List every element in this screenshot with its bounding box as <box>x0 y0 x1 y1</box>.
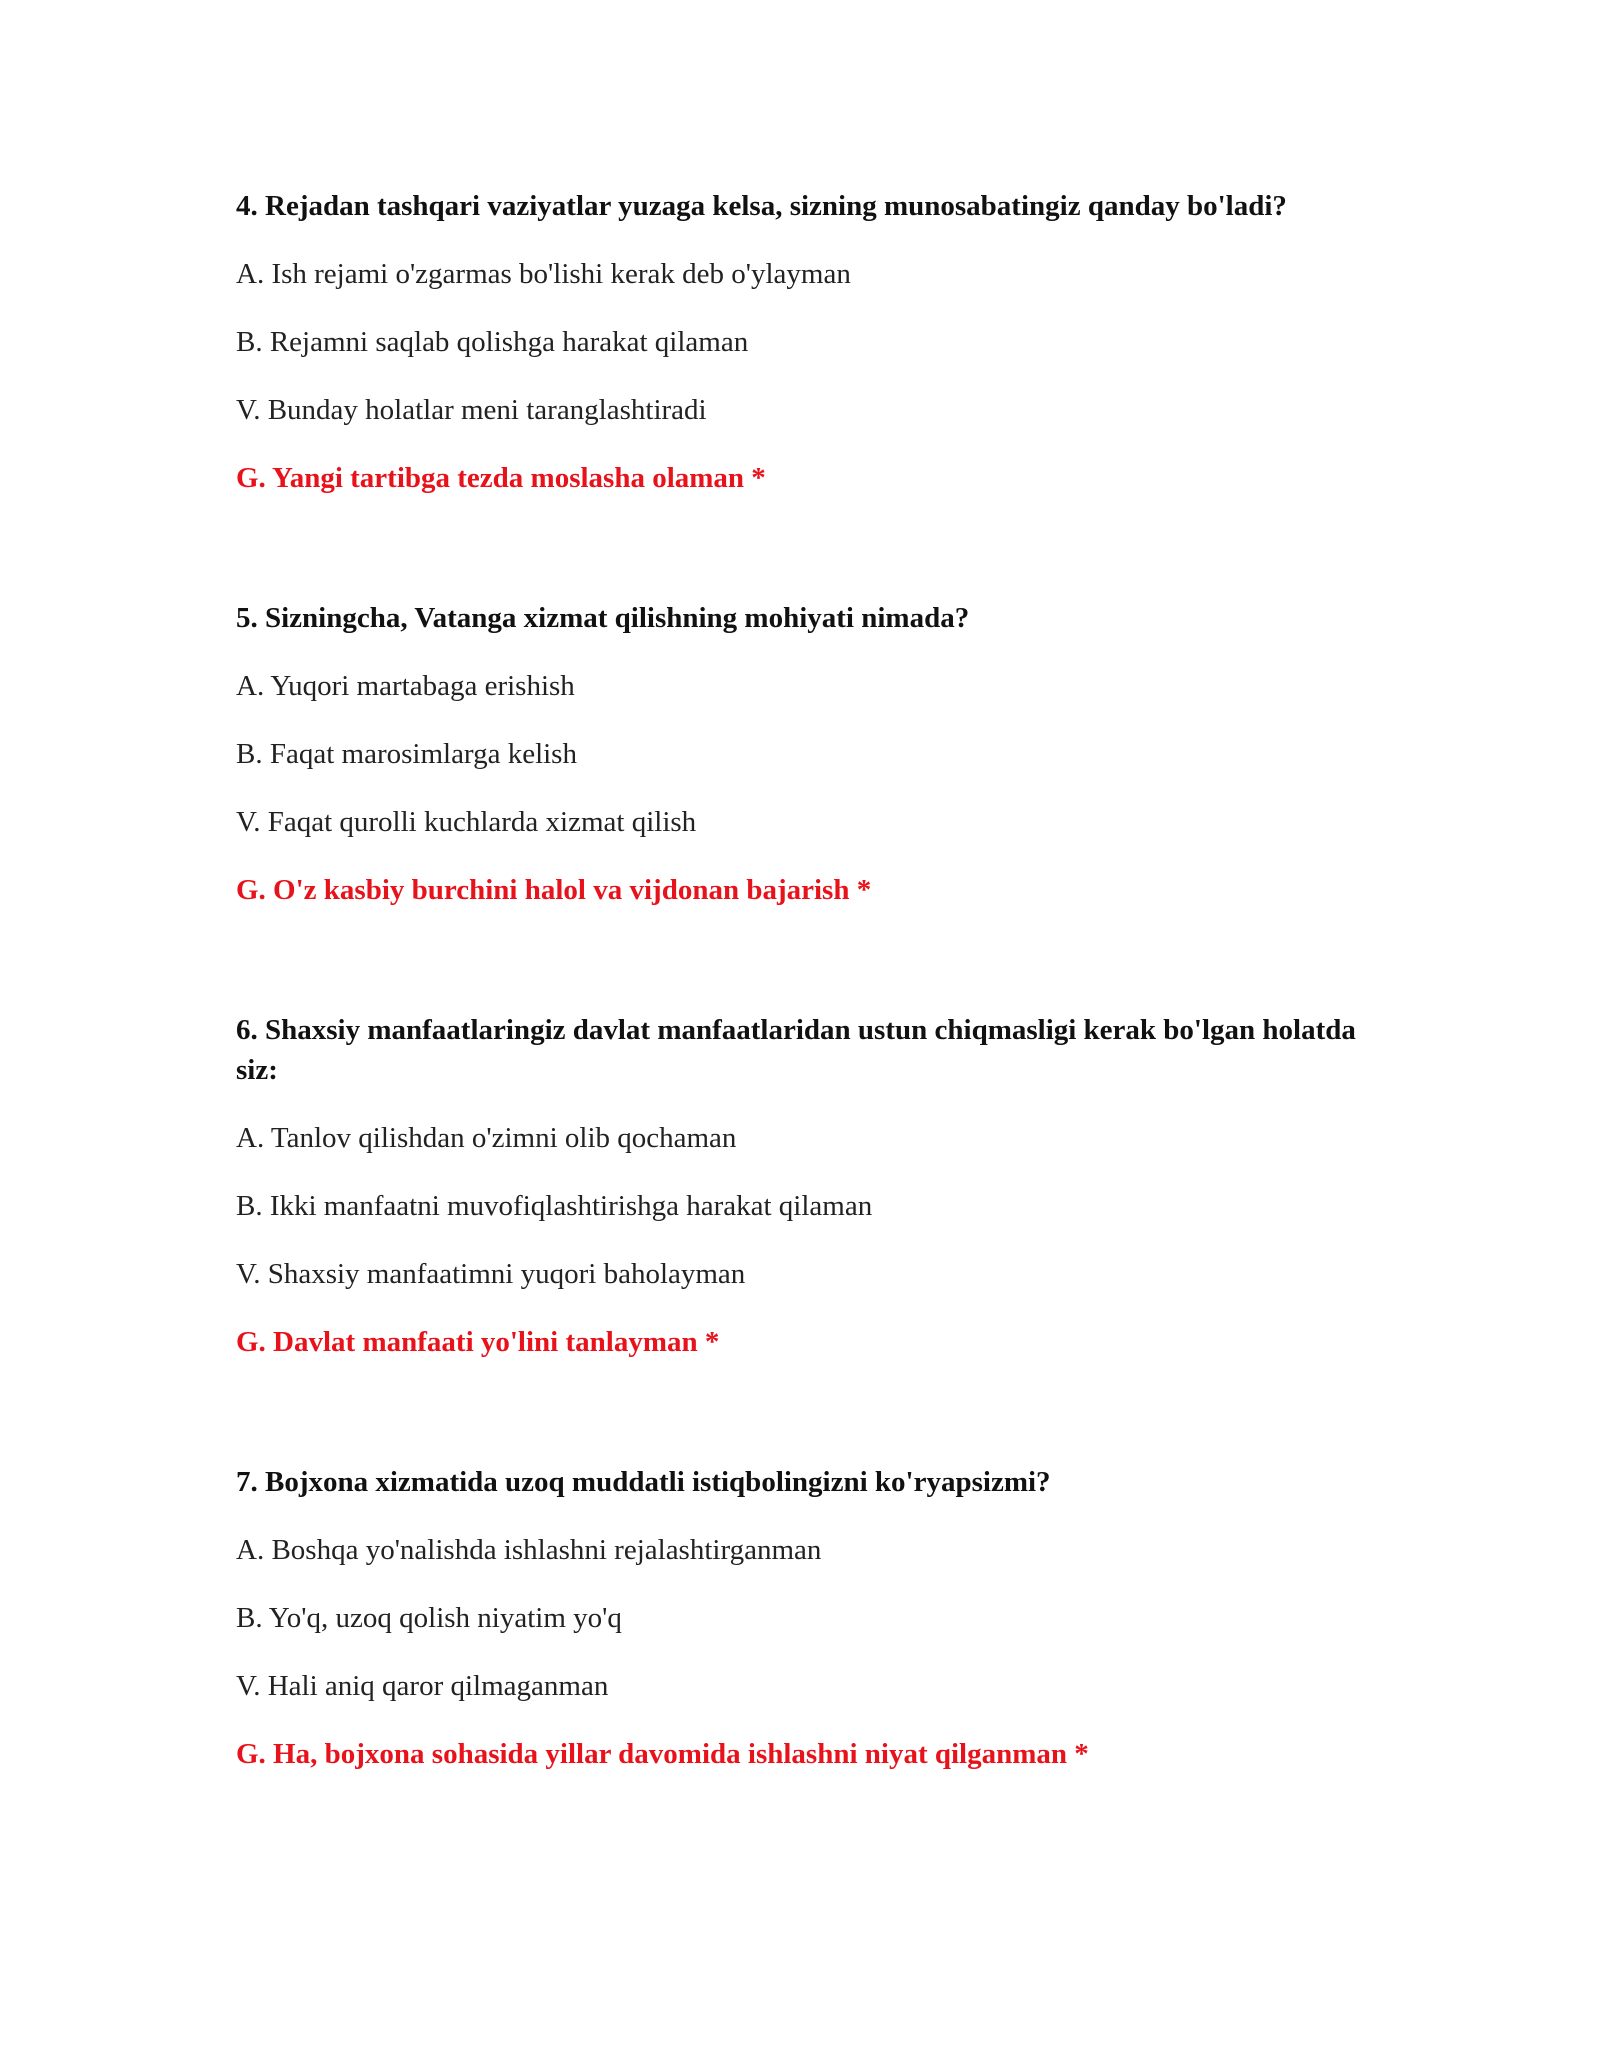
question-text: 5. Sizningcha, Vatanga xizmat qilishning mohiyati nimada? <box>236 602 970 634</box>
option-v: V. Shaxsiy manfaatimni yuqori baholayman <box>236 1258 746 1290</box>
option-a: A. Yuqori martabaga erishish <box>236 670 575 702</box>
option-a: A. Tanlov qilishdan o'zimni olib qochaman <box>236 1122 737 1154</box>
option-g-correct: G. O'z kasbiy burchini halol va vijdonan bajarish * <box>236 874 872 906</box>
option-b: B. Rejamni saqlab qolishga harakat qilaman <box>236 326 749 358</box>
option-b: B. Faqat marosimlarga kelish <box>236 738 577 770</box>
question-text: 7. Bojxona xizmatida uzoq muddatli istiqbolingizni ko'ryapsizmi? <box>236 1466 1051 1498</box>
question-block-5 <box>236 598 1366 910</box>
document-page <box>236 186 1366 1874</box>
question-block-6 <box>236 1010 1366 1362</box>
option-b: B. Ikki manfaatni muvofiqlashtirishga harakat qilaman <box>236 1190 873 1222</box>
option-v: V. Faqat qurolli kuchlarda xizmat qilish <box>236 806 697 838</box>
option-g-correct: G. Ha, bojxona sohasida yillar davomida ishlashni niyat qilganman * <box>236 1738 1089 1770</box>
question-block-4 <box>236 186 1366 498</box>
question-text: 6. Shaxsiy manfaatlaringiz davlat manfaatlaridan ustun chiqmasligi kerak bo'lgan holatda siz: <box>236 1014 1356 1086</box>
option-v: V. Hali aniq qaror qilmaganman <box>236 1670 609 1702</box>
option-a: A. Ish rejami o'zgarmas bo'lishi kerak deb o'ylayman <box>236 258 851 290</box>
option-g-correct: G. Davlat manfaati yo'lini tanlayman * <box>236 1326 720 1358</box>
question-text: 4. Rejadan tashqari vaziyatlar yuzaga kelsa, sizning munosabatingiz qanday bo'ladi? <box>236 190 1287 222</box>
option-g-correct: G. Yangi tartibga tezda moslasha olaman * <box>236 462 766 494</box>
option-a: A. Boshqa yo'nalishda ishlashni rejalashtirganman <box>236 1534 822 1566</box>
question-block-7 <box>236 1462 1366 1774</box>
option-v: V. Bunday holatlar meni taranglashtiradi <box>236 394 707 426</box>
option-b: B. Yo'q, uzoq qolish niyatim yo'q <box>236 1602 622 1634</box>
